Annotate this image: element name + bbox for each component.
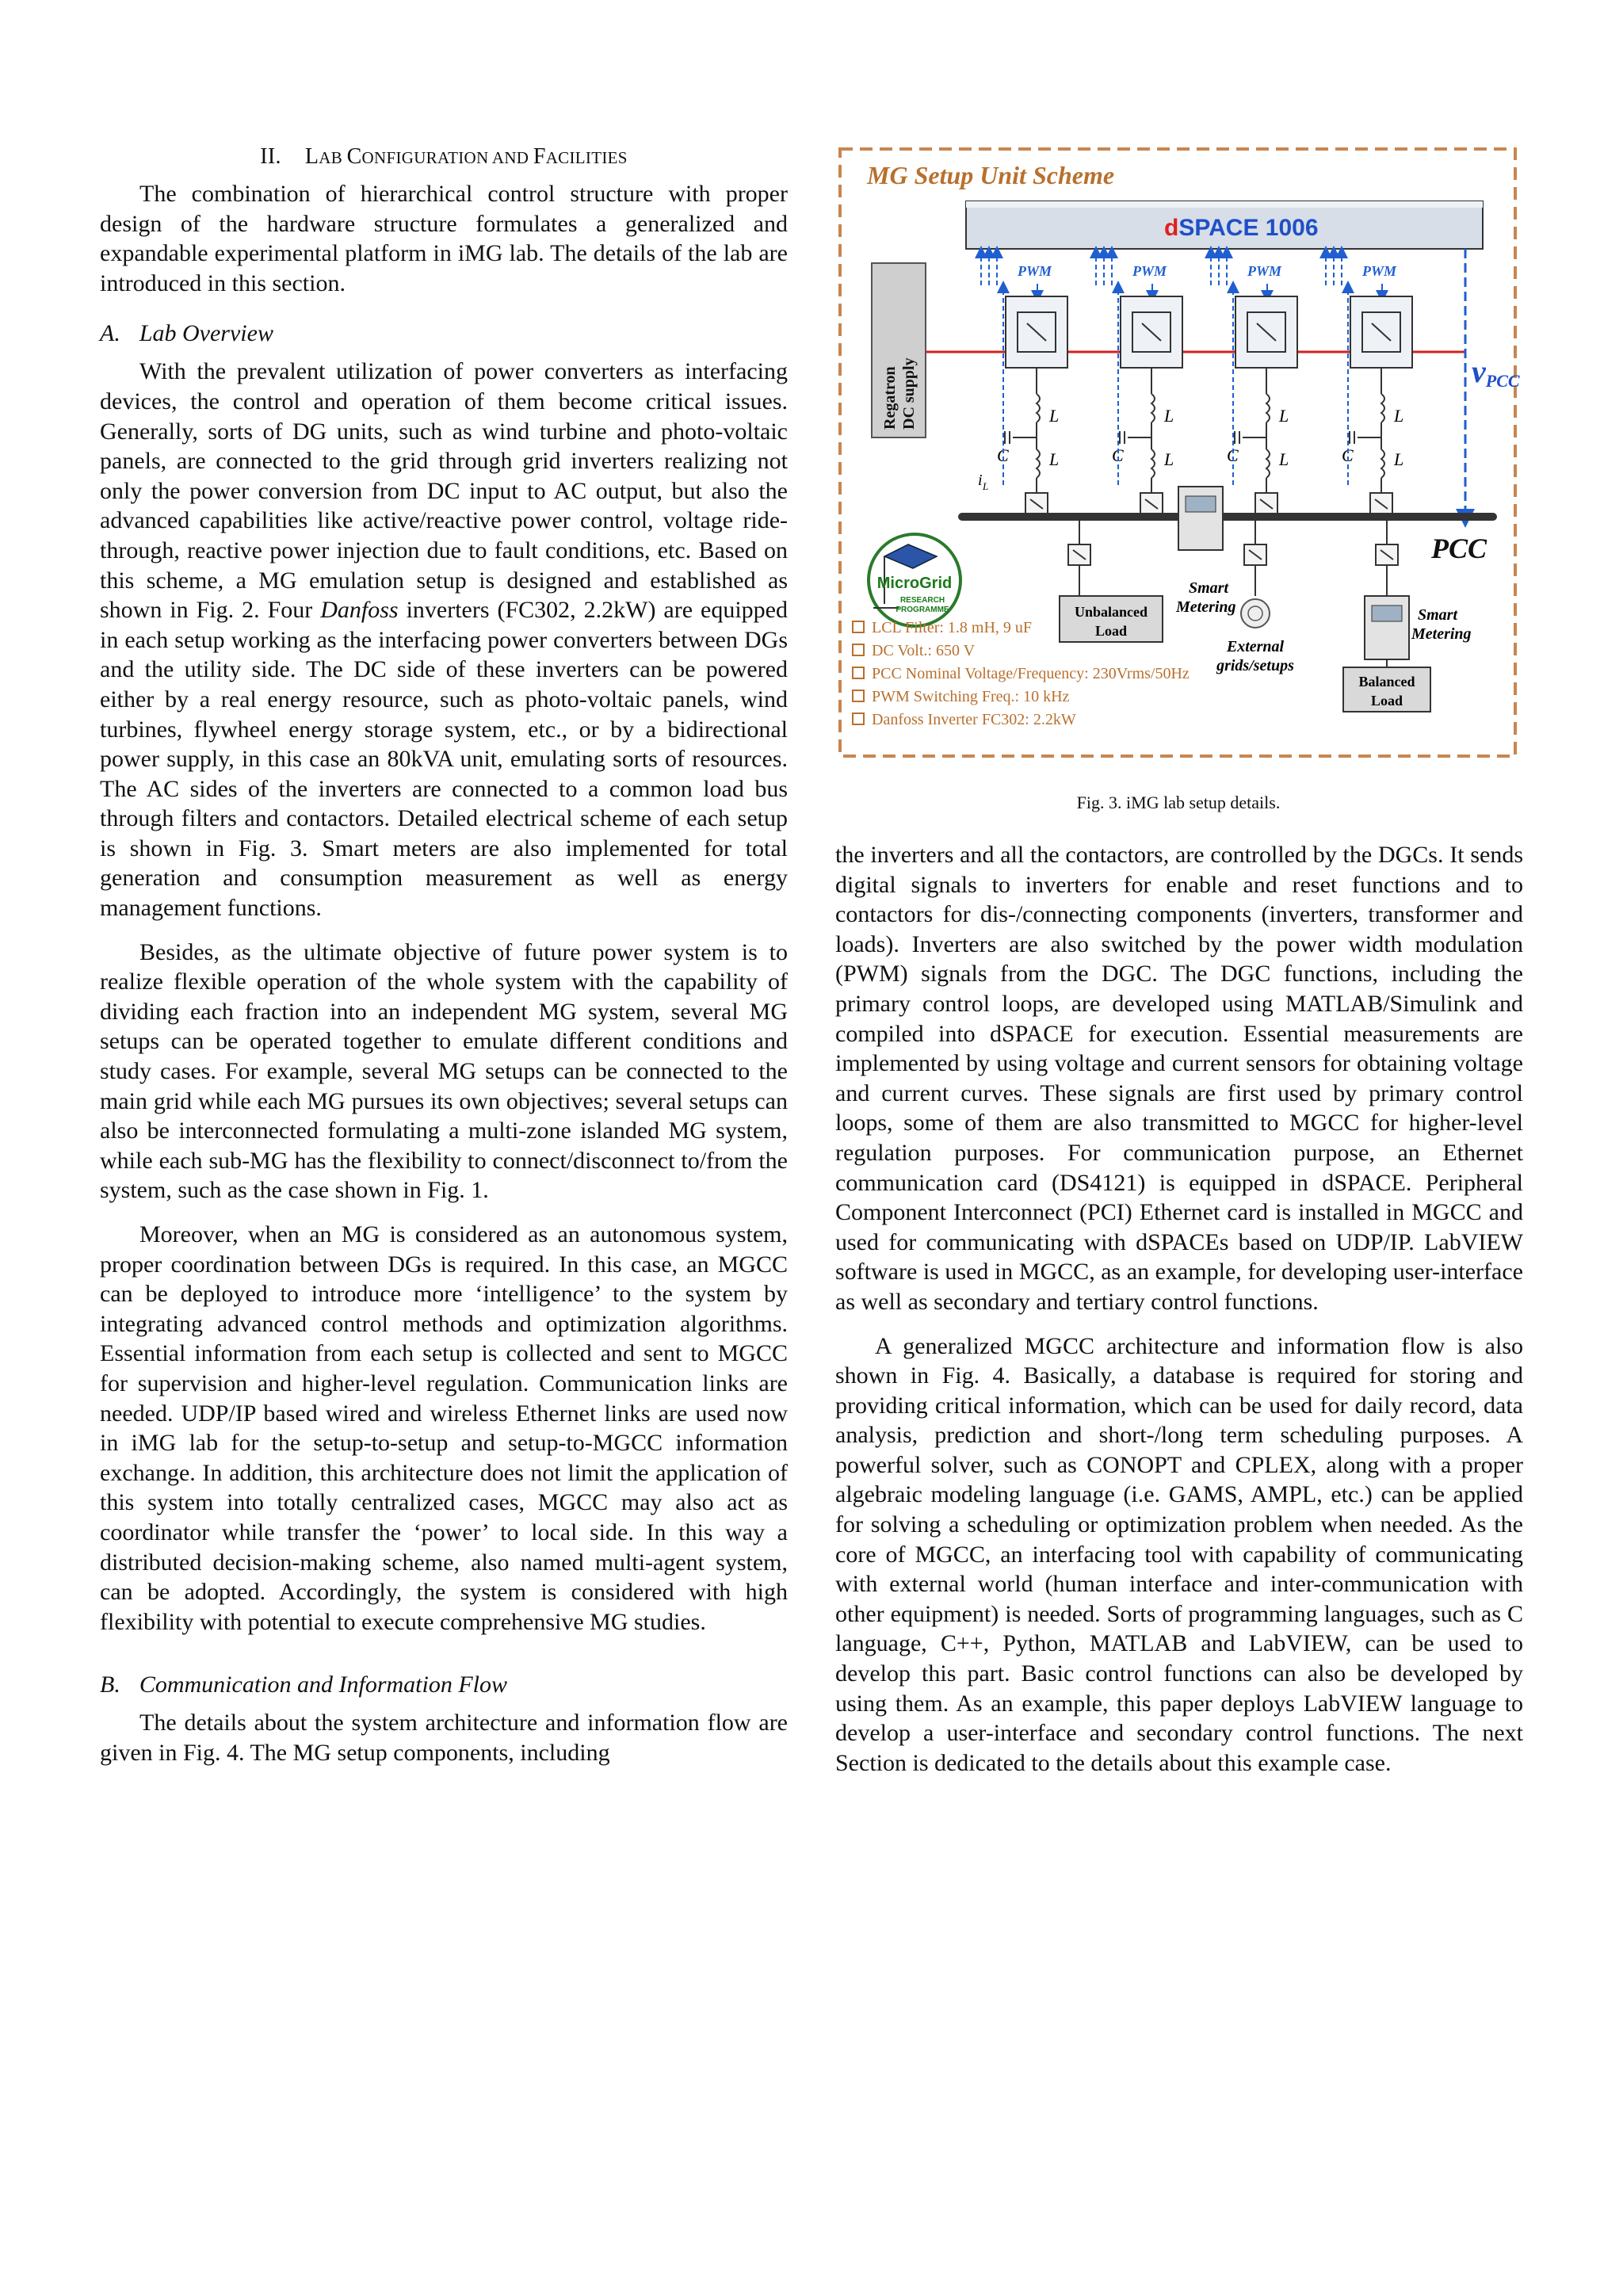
svg-text:Metering: Metering [1411,625,1472,643]
svg-text:External: External [1226,638,1285,655]
svg-text:PROGRAMME: PROGRAMME [896,606,949,614]
svg-text:DC Volt.: 650 V: DC Volt.: 650 V [872,642,976,659]
svg-text:C: C [997,445,1009,465]
svg-text:Balanced: Balanced [1358,674,1415,690]
left-column [100,144,788,1768]
dspace-label: dSPACE 1006 [1164,215,1319,241]
svg-text:C: C [1227,445,1239,465]
communication-paragraph-continued: the inverters and all the contactors, are controlled by the DGCs. It sends digital signals to inverters for enable and reset functions and to contactors for dis-/connecting components (inverters, transformer and loads). Inverters are also switched by the power width modulation (PWM) signals from the DGC. The DGC functions, including the primary control loops, are developed using MATLAB/Simulink and compiled into dSPACE for execution. Essential measurements are implemented by using voltage and current sensors for obtaining voltage and current curves. These signals are first used by primary control loops, some of them are also transmitted to MGCC for higher-level regulation purposes. For communication purpose, an Ethernet communication card (DS4121) is equipped in dSPACE. Peripheral Component Interconnect (PCI) Ethernet card is installed in MGCC and used for communicating with dSPACEs based on UDP/IP. LabVIEW software is used in MGCC, as an example, for developing user-interface as well as secondary and tertiary control functions. [835,842,1523,1315]
inverter-1 [978,252,1067,514]
svg-text:L: L [1279,406,1289,426]
svg-text:PWM: PWM [1362,263,1397,279]
svg-text:grids/setups: grids/setups [1216,657,1294,674]
svg-text:L: L [1279,449,1289,469]
right-column [835,840,1523,1778]
section-number: II. [260,144,281,169]
svg-text:C: C [1112,445,1124,465]
spec-item [853,619,1032,636]
figure-title: MG Setup Unit Scheme [867,161,1115,189]
svg-text:L: L [1394,406,1404,426]
inverter-4 [1326,252,1412,514]
spec-item [853,665,1190,682]
svg-text:Danfoss Inverter FC302: 2.2kW: Danfoss Inverter FC302: 2.2kW [872,711,1076,728]
external-grid-icon [1241,599,1270,628]
subsection-b-heading: B. Communication and Information Flow [100,1671,507,1698]
svg-text:PWM: PWM [1018,263,1052,279]
microgrid-logo [869,534,960,626]
spec-item [853,711,1076,728]
inverter-group [978,252,1412,514]
svg-text:MicroGrid: MicroGrid [876,575,953,592]
svg-text:PWM: PWM [1247,263,1282,279]
svg-text:L: L [1394,449,1404,469]
svg-text:L: L [1164,406,1174,426]
svg-text:C: C [1342,445,1354,465]
svg-text:Load: Load [1094,623,1128,639]
setup-scheme-figure [835,144,1522,761]
svg-text:PWM: PWM [1132,263,1167,279]
svg-text:Metering: Metering [1176,598,1236,616]
communication-paragraph-1: The details about the system architecture and information flow are given in Fig. 4. The MG setup components, including [100,1710,788,1766]
setup-scheme-diagram [835,144,1522,761]
svg-text:L: L [1049,449,1060,469]
svg-text:DC supply: DC supply [900,357,918,430]
brand-name: Danfoss [320,597,399,624]
figure-caption: Fig. 3. iMG lab setup details. [1076,793,1281,812]
vpcc-label: vPCC [1472,353,1520,391]
subsection-a-heading: A. Lab Overview [100,320,273,347]
svg-text:L: L [983,480,989,492]
spec-item [853,688,1070,705]
inverter-3 [1211,252,1297,514]
inverter-2 [1096,252,1182,514]
svg-text:Smart: Smart [1189,579,1229,597]
branch-group [1068,517,1398,596]
lab-overview-paragraph-3: Moreover, when an MG is considered as an autonomous system, proper coordination between DGs is required. In this case, an MGCC can be deployed to introduce more ‘intelligence’ to the system by integrating advanced control methods and optimization algorithms. Essential information from each setup is collected and sent to MGCC for supervision and higher-level regulation. Communication links are needed. UDP/IP based wired and wireless Ethernet links are used now in iMG lab for the setup-to-setup and setup-to-MGCC information exchange. In addition, this architecture does not limit the application of this system into totally centralized cases, MGCC may also act as coordinator while transfer the ‘power’ to local side. In this way a distributed decision-making scheme, also named multi-agent system, can be adopted. Accordingly, the system is considered with high flexibility with potential to execute comprehensive MG studies. [100,1221,788,1635]
svg-text:Regatron: Regatron [881,366,899,430]
svg-text:L: L [1164,449,1174,469]
svg-text:Unbalanced: Unbalanced [1074,604,1148,620]
svg-text:L: L [1049,406,1060,426]
svg-text:LCL Filter: 1.8 mH, 9 uF: LCL Filter: 1.8 mH, 9 uF [872,619,1033,636]
section-heading: II. LAB CONFIGURATION AND FACILITIES [260,144,628,169]
svg-text:i: i [978,472,983,489]
lab-overview-paragraph-2: Besides, as the ultimate objective of future power system is to realize flexible operation of the whole system with the capability of dividing each fraction into an independent MG system, several MG setups can be operated together to emulate different conditions and study cases. For example, several MG setups can be connected to the main grid while each MG pursues its own objectives; several setups can also be interconnected formulating a multi-zone islanded MG system, while each sub-MG has the flexibility to connect/disconnect to/from the system, such as the case shown in Fig. 1. [100,938,788,1204]
svg-text:PWM Switching Freq.: 10 kHz: PWM Switching Freq.: 10 kHz [872,688,1070,705]
svg-text:Smart: Smart [1418,606,1458,624]
svg-text:PCC Nominal Voltage/Frequency:: PCC Nominal Voltage/Frequency: 230Vrms/50Hz [872,665,1190,682]
pcc-label: PCC [1431,533,1487,564]
lab-overview-paragraph-1: With the prevalent utilization of power converters as interfacing devices, the control and operation of them become critical issues. Generally, sorts of DG units, such as wind turbine and photo-voltaic panels, are connected to the grid through grid inverters realizing not only the power conversion from DC input to AC output, but also the advanced capabilities like active/reactive power control, voltage ride-through, reactive power injection due to fault conditions, etc. Based on this scheme, a MG emulation setup is designed and established as shown in Fig. 2. Four Danfoss inverters (FC302, 2.2kW) are equipped in each setup working as the interfacing power converters between DGs and the utility side. The DC side of these inverters can be powered either by a real energy resource, such as photo-voltaic panels, wind turbines, flywheel energy storage system, etc., or by a bidirectional power supply, in this case an 80kVA unit, emulating sorts of resources. The AC sides of the inverters are connected to a common load bus through filters and contactors. Detailed electrical scheme of each setup is shown in Fig. 3. Smart meters are also implemented for total generation and consumption measurement as well as energy management functions. [100,358,788,922]
mgcc-architecture-paragraph: A generalized MGCC architecture and information flow is also shown in Fig. 4. Basically, a database is required for storing and providing critical information, which can be used for daily record, data analysis, prediction and short-/long term scheduling purposes. A powerful solver, such as CONOPT and CPLEX, along with a proper algebraic modeling language (i.e. GAMS, AMPL, etc.) can be applied for solving a scheduling or optimization problem when needed. As the core of MGCC, an interfacing tool with capability of communicating with external world (human interface and inter-communication with other equipment) is needed. Sorts of programming languages, such as C language, C++, Python, MATLAB and LabVIEW, can be used to develop this part. Basic control functions can also be developed by using them. As an example, this paper deploys LabVIEW language to develop a user-interface and secondary control functions. The next Section is dedicated to the details about this example case. [835,1332,1523,1776]
svg-text:RESEARCH: RESEARCH [899,596,945,605]
branch-external [1244,517,1266,596]
svg-text:Load: Load [1370,693,1403,709]
branch-balanced [1376,517,1398,596]
intro-paragraph: The combination of hierarchical control structure with proper design of the hardware structure formulates a generalized and expandable experimental platform in iMG lab. The details of the lab are introduced in this section. [100,181,788,296]
branch-unbalanced [1068,517,1090,596]
spec-item [853,642,976,659]
